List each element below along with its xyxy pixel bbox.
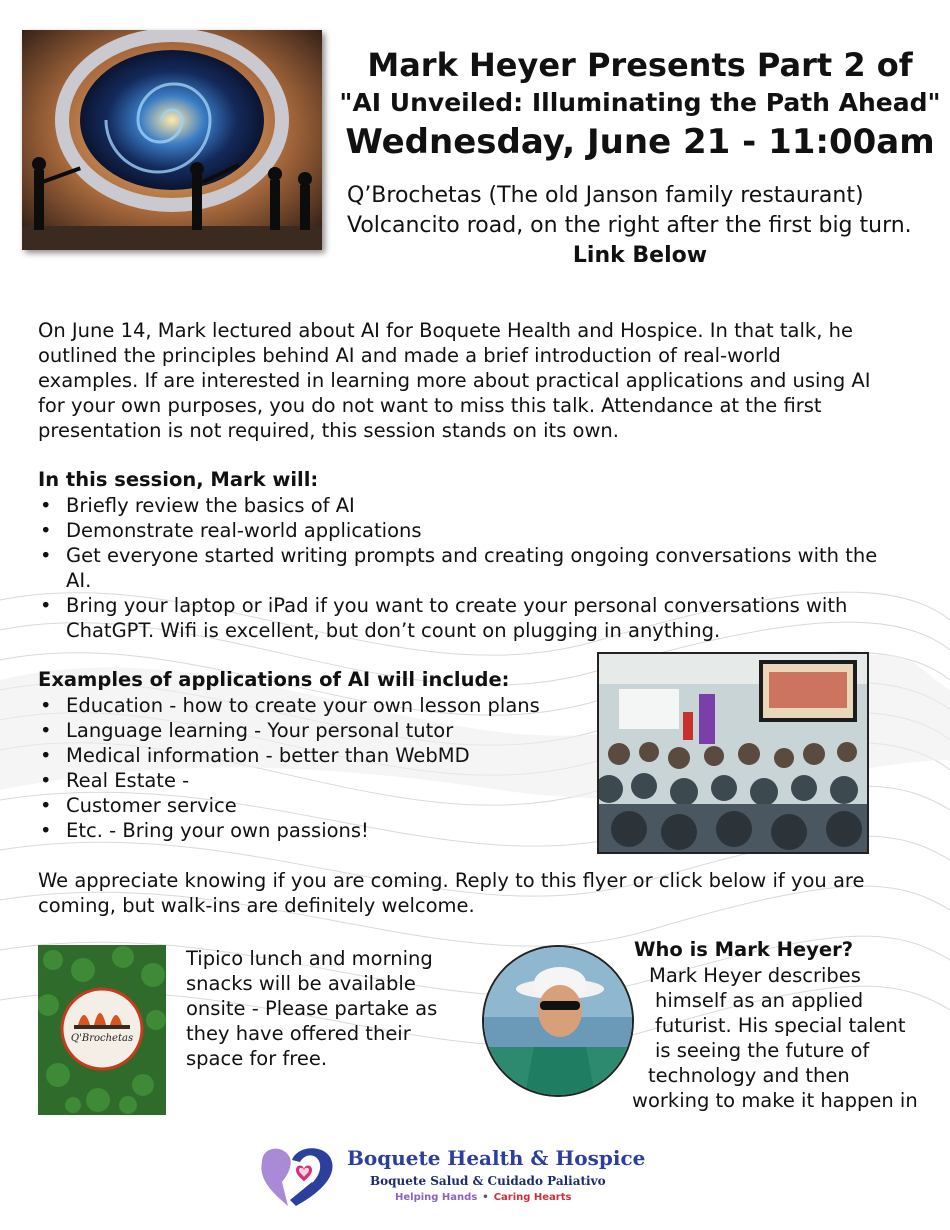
speaker-bio-heading: Who is Mark Heyer? xyxy=(634,938,854,961)
bullet-icon: • xyxy=(40,544,52,567)
bullet-icon: • xyxy=(40,819,52,842)
event-date: Wednesday, June 21 - 11:00am xyxy=(345,122,935,162)
list-item: • Real Estate - xyxy=(40,769,190,792)
speaker-portrait xyxy=(482,945,634,1097)
bullet-icon: • xyxy=(40,594,52,617)
tagline-helping-hands: Helping Hands xyxy=(395,1192,478,1203)
list-item: • Get everyone started writing prompts and creating ongoing conversations with the AI. xyxy=(40,544,878,592)
venue-name: Q’Brochetas (The old Janson family restaurant) xyxy=(347,183,864,208)
intro-line: presentation is not required, this session stands on its own. xyxy=(38,419,619,442)
list-item: • Medical information - better than WebMD xyxy=(40,744,470,767)
list-item: • Bring your laptop or iPad if you want to create your personal conversations with ChatGPT. Wifi is excellent, but don’t count on plugging in anything. xyxy=(40,594,848,642)
list-item: • Education - how to create your own lesson plans xyxy=(40,694,540,717)
list-item: • Etc. - Bring your own passions! xyxy=(40,819,369,842)
lunch-note: Tipico lunch and morning snacks will be available onsite - Please partake as they have offered their space for free. xyxy=(186,947,438,1070)
lecture-audience-photo xyxy=(597,652,869,854)
bio-line: himself as an applied xyxy=(655,989,864,1012)
intro-line: On June 14, Mark lectured about AI for Boquete Health and Hospice. In that talk, he xyxy=(38,319,853,342)
org-tagline xyxy=(395,1192,571,1203)
intro-line: outlined the principles behind AI and made a brief introduction of real-world xyxy=(38,344,781,367)
bullet-icon: • xyxy=(40,694,52,717)
bullet-icon: • xyxy=(40,519,52,542)
tagline-caring-hearts: Caring Hearts xyxy=(493,1192,572,1203)
session-list xyxy=(38,493,898,643)
bio-line: futurist. His special talent xyxy=(655,1014,906,1037)
bio-line: working to make it happen in xyxy=(632,1089,918,1112)
tagline-separator-icon: • xyxy=(482,1192,489,1203)
venue-directions: Volcancito road, on the right after the first big turn. xyxy=(347,213,912,238)
intro-line: for your own purposes, you do not want to miss this talk. Attendance at the first xyxy=(38,394,822,417)
hero-illustration xyxy=(22,30,322,250)
bullet-icon: • xyxy=(40,794,52,817)
restaurant-logo xyxy=(38,945,166,1115)
restaurant-logo-text: Q'Brochetas xyxy=(70,1033,134,1044)
list-item: • Demonstrate real-world applications xyxy=(40,519,422,542)
bullet-icon: • xyxy=(40,719,52,742)
bio-line: is seeing the future of xyxy=(655,1039,870,1062)
bio-line: technology and then xyxy=(648,1064,850,1087)
heart-hands-logo-icon xyxy=(252,1140,342,1210)
link-below-note: Link Below xyxy=(572,243,708,268)
list-item: • Customer service xyxy=(40,794,237,817)
bullet-icon: • xyxy=(40,769,52,792)
session-heading: In this session, Mark will: xyxy=(38,468,319,491)
intro-line: examples. If are interested in learning more about practical applications and using AI xyxy=(38,369,871,392)
bio-line: Mark Heyer describes xyxy=(649,964,861,987)
rsvp-text: We appreciate knowing if you are coming. Reply to this flyer or click below if you are coming, but walk-ins are definitely welcome. xyxy=(38,869,865,917)
event-subtitle: "AI Unveiled: Illuminating the Path Ahead" xyxy=(339,88,941,117)
list-item: • Language learning - Your personal tutor xyxy=(40,719,454,742)
org-name: Boquete Health & Hospice xyxy=(347,1146,646,1170)
examples-heading: Examples of applications of AI will include: xyxy=(38,668,510,691)
bullet-icon: • xyxy=(40,494,52,517)
intro-paragraph xyxy=(38,318,918,443)
list-item: • Briefly review the basics of AI xyxy=(40,494,355,517)
bullet-icon: • xyxy=(40,744,52,767)
event-title: Mark Heyer Presents Part 2 of xyxy=(367,46,913,84)
examples-list xyxy=(38,693,598,843)
org-subtitle: Boquete Salud & Cuidado Paliativo xyxy=(370,1174,606,1188)
